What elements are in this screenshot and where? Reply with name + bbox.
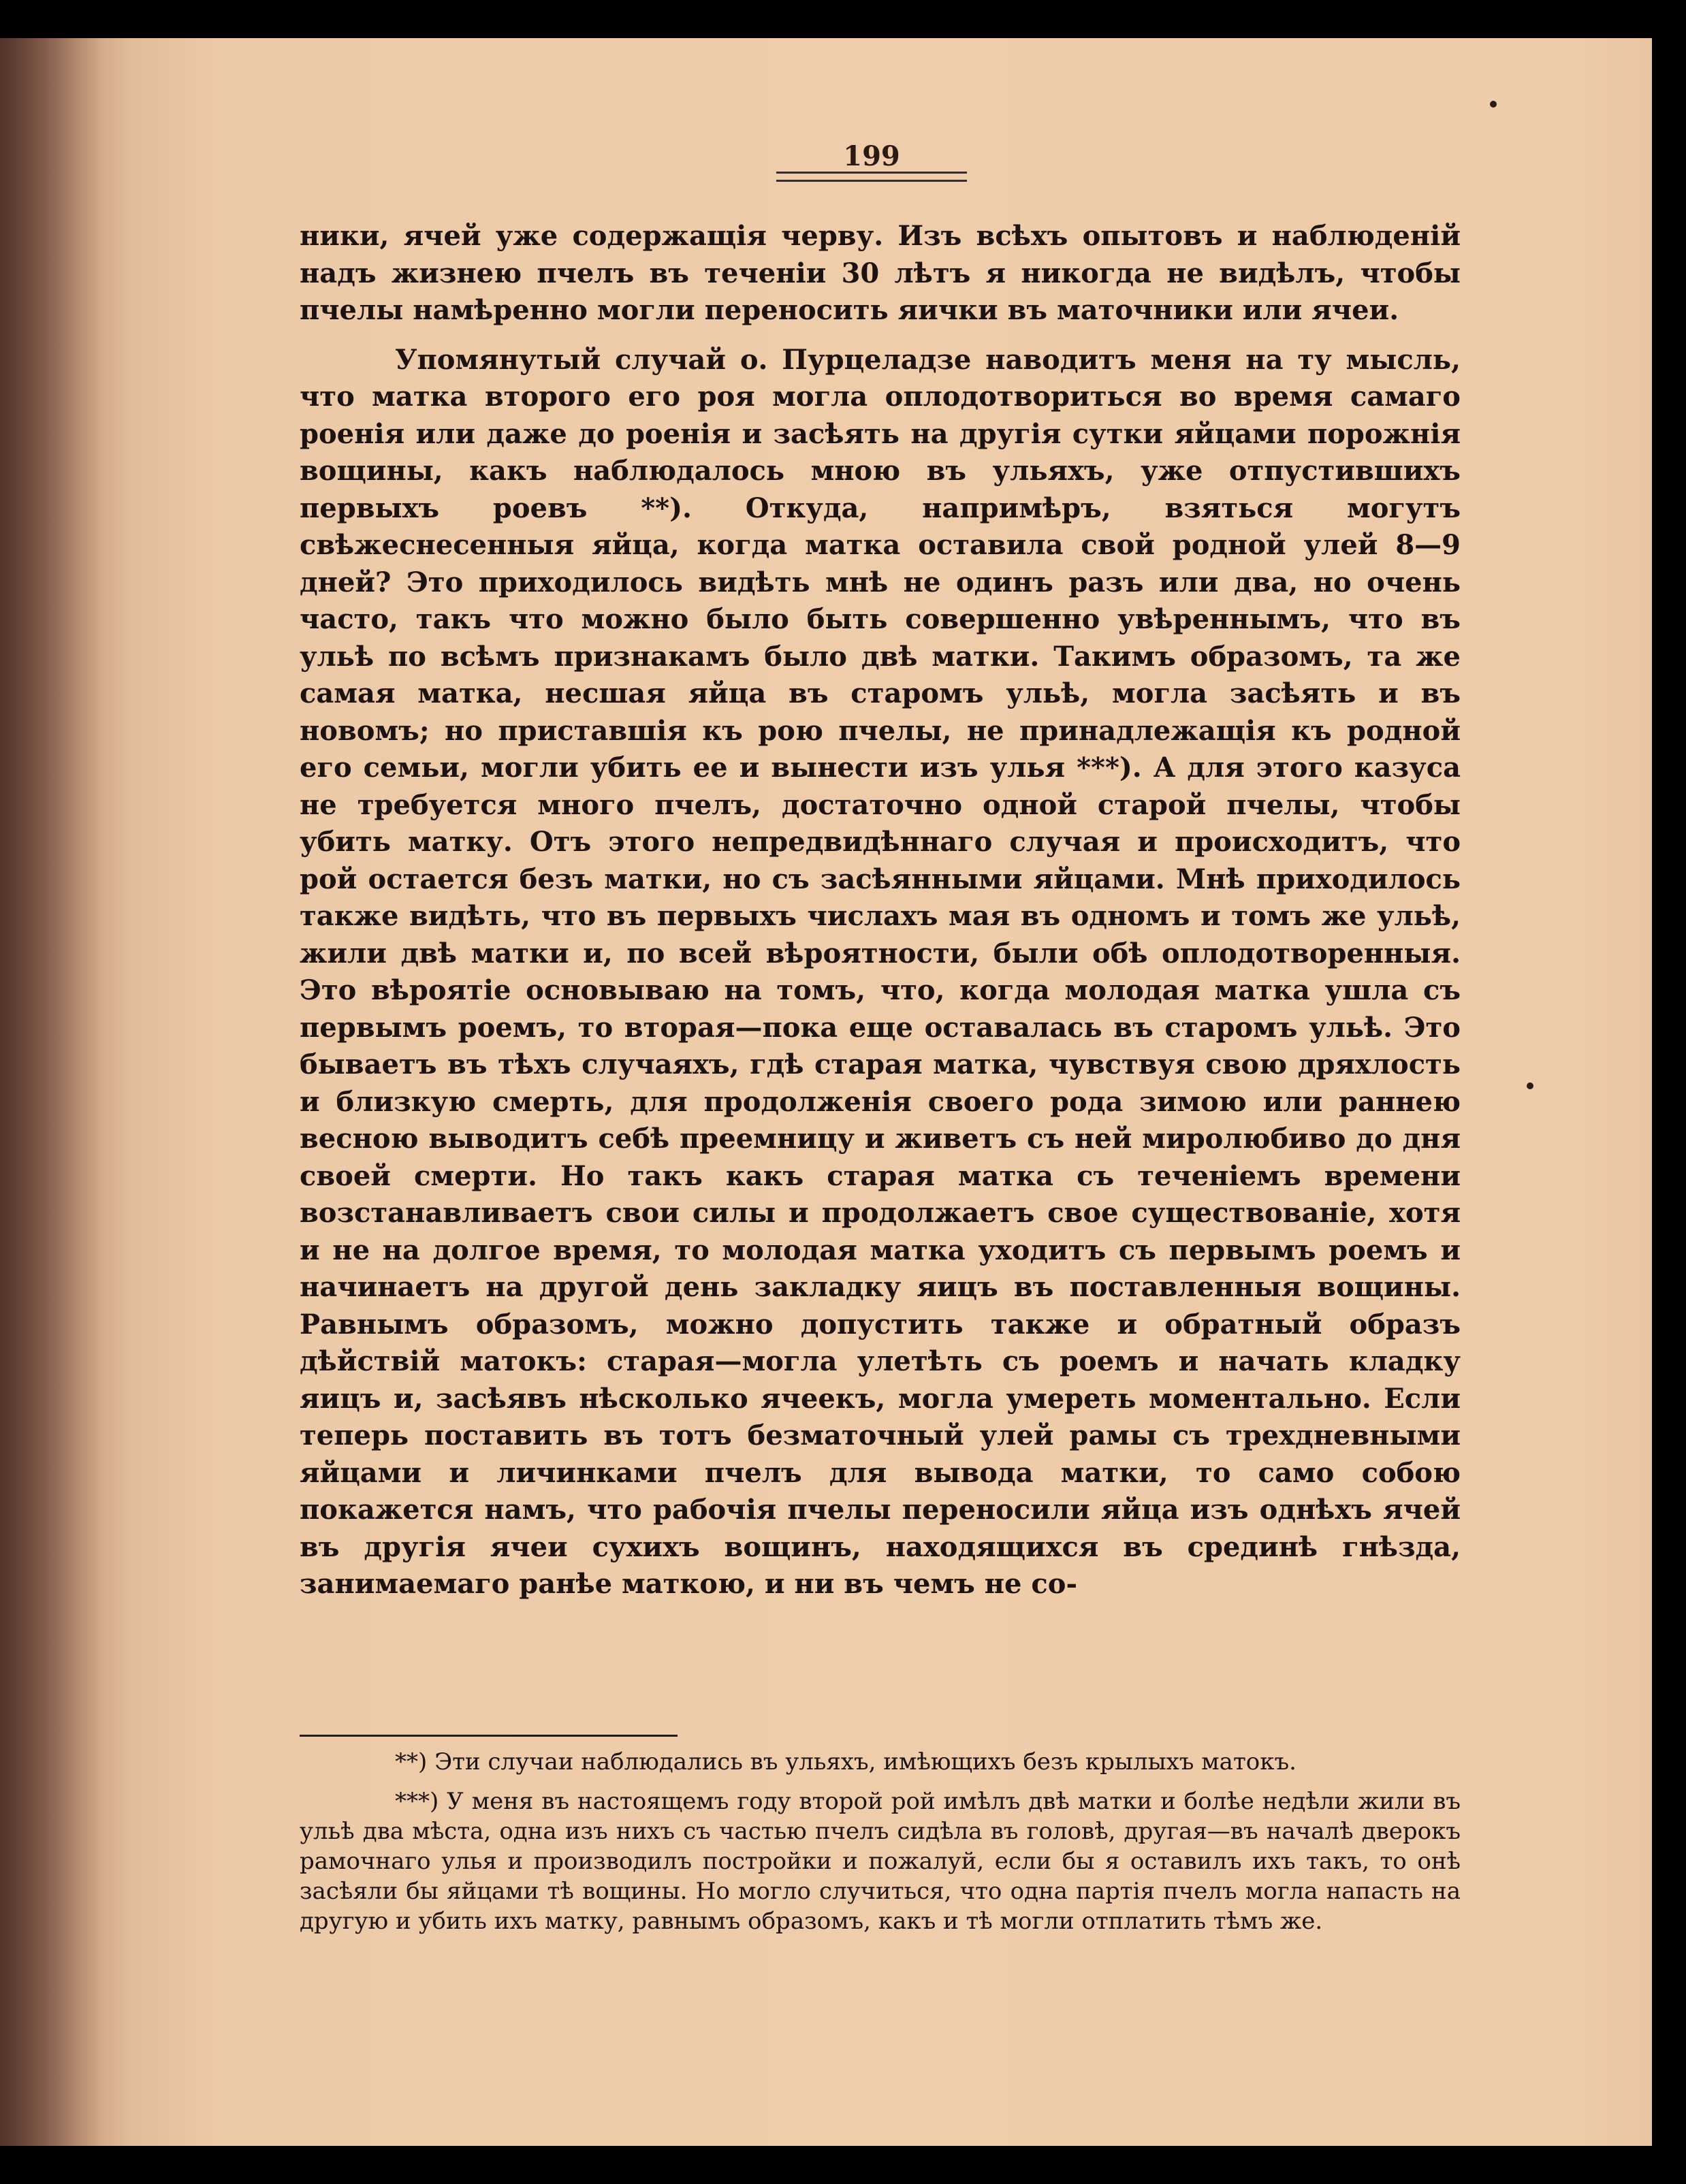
book-page [0,38,1652,2146]
ink-speck [1490,101,1497,108]
footnote-rule [300,1735,678,1737]
main-text [300,218,1461,1603]
ink-speck [1527,1082,1533,1089]
footnote: ***) У меня въ настоящемъ году второй рой имѣлъ двѣ матки и болѣе недѣли жили въ ульѣ два мѣста, одна изъ нихъ съ частью пчелъ сидѣла въ головѣ, другая—въ началѣ дверокъ рамочнаго улья и производилъ постройки и пожалуй, если бы я оставилъ ихъ такъ, то онѣ засѣяли бы яйцами тѣ вощины. Но могло случиться, что одна партія пчелъ могла напасть на другую и убить ихъ матку, равнымъ образомъ, какъ и тѣ могли отплатить тѣмъ же. [300,1788,1461,1935]
paragraph: ники, ячей уже содержащія черву. Изъ всѣхъ опытовъ и наблюденій надъ жизнею пчелъ въ теченіи 30 лѣтъ я никогда не видѣлъ, чтобы пчелы намѣренно могли переносить яички въ маточники или ячеи. [300,220,1461,326]
footnote: **) Эти случаи наблюдались въ ульяхъ, имѣющихъ безъ крылыхъ матокъ. [395,1748,1297,1776]
page-number: 199 [843,140,900,172]
paragraph: Упомянутый случай о. Пурцеладзе наводитъ меня на ту мысль, что матка второго его роя могла оплодотвориться во время самаго роенія или даже до роенія и засѣять на другія сутки яйцами порожнія вощины, какъ наблюдалось мною въ ульяхъ, уже отпустившихъ первыхъ роевъ **). Откуда, напримѣръ, взяться могутъ свѣжеснесенныя яйца, когда матка оставила свой родной улей 8—9 дней? Это приходилось видѣть мнѣ не одинъ разъ или два, но очень часто, такъ что можно было быть совершенно увѣреннымъ, что въ ульѣ по всѣмъ признакамъ было двѣ матки. Такимъ образомъ, та же самая матка, несшая яйца въ старомъ ульѣ, могла засѣять и въ новомъ; но приставшія къ рою пчелы, не принадлежащія къ родной его семьи, могли убить ее и вынести изъ улья ***). А для этого казуса не требуется много пчелъ, достаточно одной старой пчелы, чтобы убить матку. Отъ этого непредвидѣннаго случая и происходитъ, что рой остается безъ матки, но съ засѣянными яйцами. Мнѣ приходилось также видѣть, что въ первыхъ числахъ мая въ одномъ и томъ же ульѣ, жили двѣ матки и, по всей вѣроятности, были обѣ оплодотворенныя. Это вѣроятіе основываю на томъ, что, когда молодая матка ушла съ первымъ роемъ, то вторая—пока еще оставалась въ старомъ ульѣ. Это бываетъ въ тѣхъ случаяхъ, гдѣ старая матка, чувствуя свою дряхлость и близкую смерть, для продолженія своего рода зимою или раннею весною выводитъ себѣ преемницу и живетъ съ ней миролюбиво до дня своей смерти. Но такъ какъ старая матка съ теченіемъ времени возстанавливаетъ свои силы и продолжаетъ свое существованіе, хотя и не на долгое время, то молодая матка уходитъ съ первымъ роемъ и начинаетъ на другой день закладку яицъ въ поставленныя вощины. Равнымъ образомъ, можно допустить также и обратный образъ дѣйствій матокъ: старая—могла улетѣть съ роемъ и начать кладку яицъ и, засѣявъ нѣсколько ячеекъ, могла умереть моментально. Если теперь поставить въ тотъ безматочный улей рамы съ трехдневными яйцами и личинками пчелъ для вывода матки, то само собою покажется намъ, что рабочія пчелы переносили яйца изъ однѣхъ ячей въ другія ячеи сухихъ вощинъ, находящихся въ срединѣ гнѣзда, занимаемаго ранѣе маткою, и ни въ чемъ не со- [300,343,1461,1600]
page-spine-shadow [0,38,102,2146]
footnotes [300,1747,1461,1946]
page-number-rule [776,172,967,182]
